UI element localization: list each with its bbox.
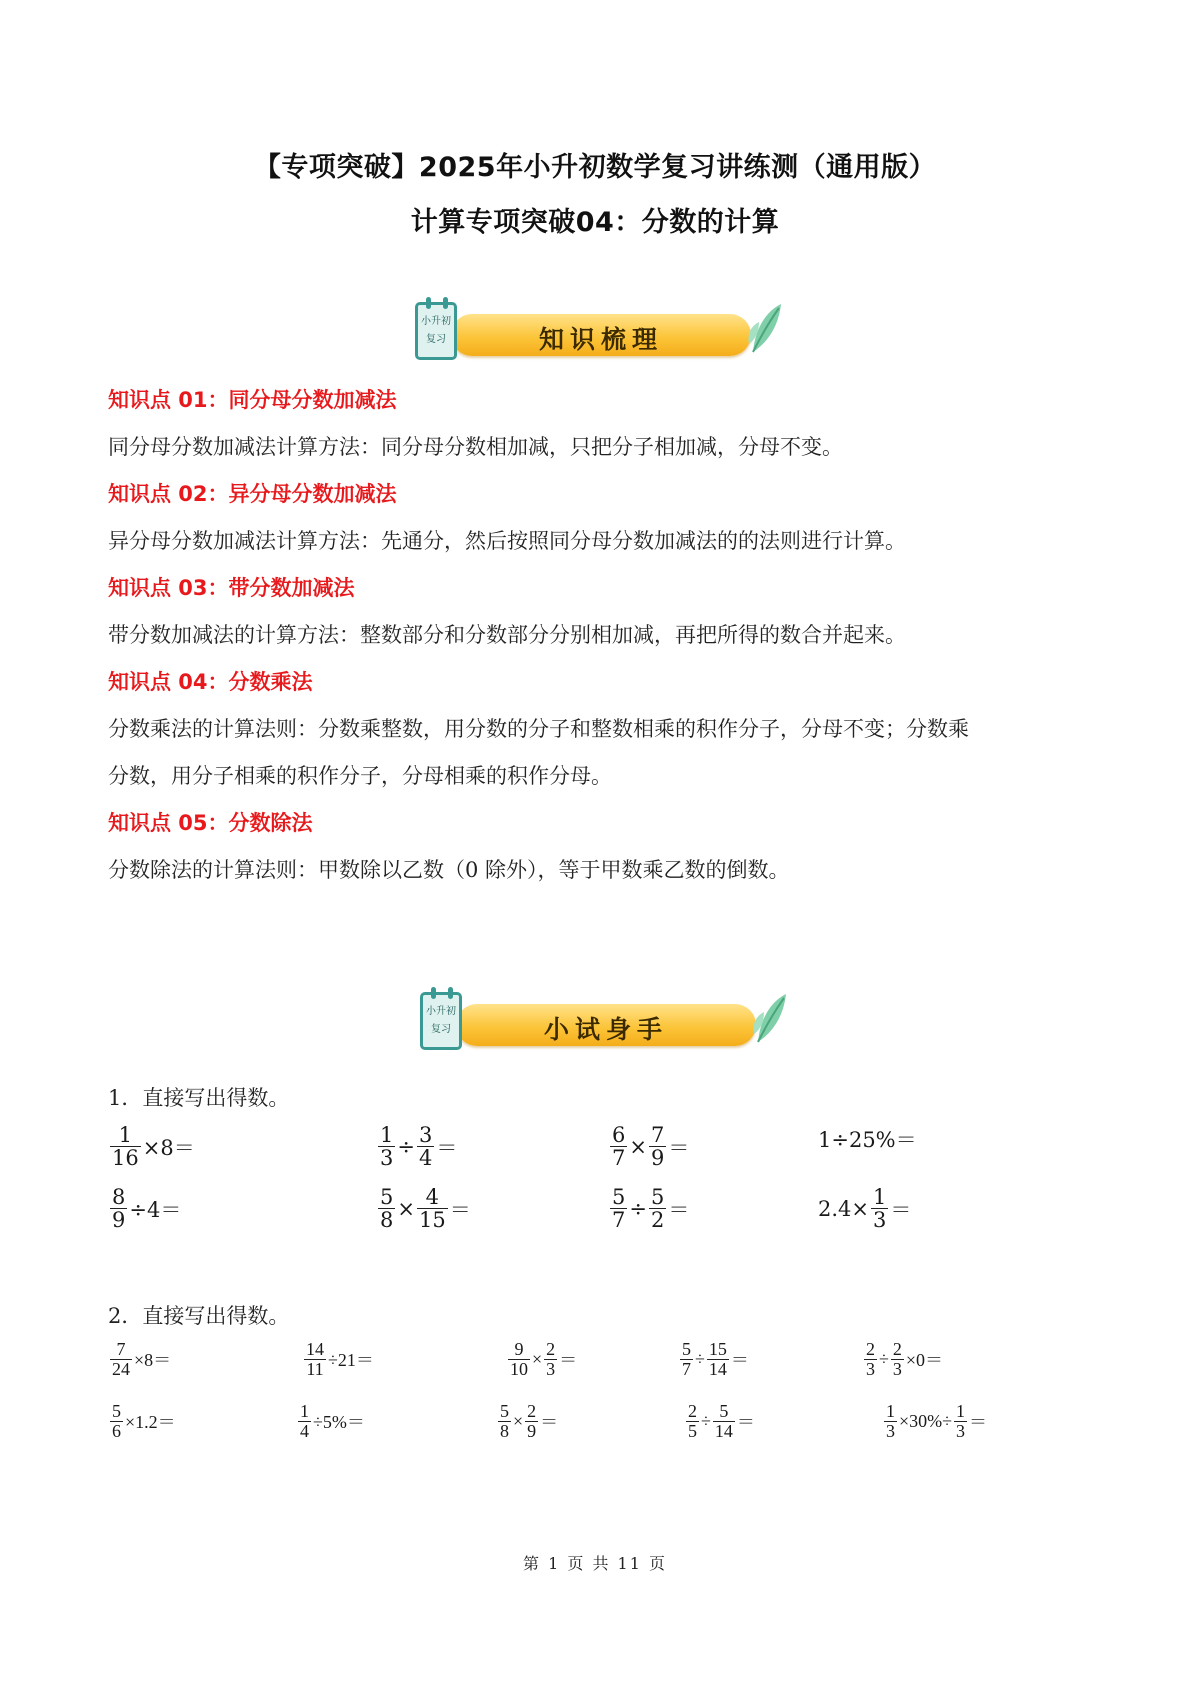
fraction-denominator: 3 (892, 1358, 902, 1379)
fraction-numerator: 5 (650, 1185, 665, 1209)
knowledge-point-heading: 知识点 04：分数乘法 (108, 670, 313, 694)
math-expression (296, 1402, 365, 1441)
expression-text: ＝ (730, 1350, 749, 1371)
fraction (378, 1124, 395, 1169)
knowledge-point-heading: 知识点 03：带分数加减法 (108, 576, 355, 600)
fraction-numerator: 15 (708, 1339, 727, 1359)
fraction (649, 1124, 666, 1169)
banner-title: 知识梳理 (538, 325, 663, 354)
knowledge-point-text: 同分母分数加减法计算方法：同分母分数相加减，只把分子相加减，分母不变。 (108, 435, 843, 459)
book-label-line1: 小升初 (426, 1006, 456, 1017)
fraction-numerator: 7 (116, 1339, 126, 1359)
fraction (525, 1402, 538, 1441)
fraction-numerator: 2 (546, 1339, 556, 1359)
expression-text: ＝ (436, 1135, 458, 1160)
expression-text: ＝ (969, 1412, 988, 1433)
math-expression (882, 1402, 987, 1441)
expression-text: × (397, 1196, 415, 1221)
fraction-denominator: 11 (306, 1358, 324, 1379)
leaf-icon (745, 300, 785, 356)
fraction (864, 1340, 877, 1379)
expression-text: 2.4× (818, 1196, 869, 1221)
question-label: 1．直接写出得数。 (108, 1086, 290, 1110)
math-expression (108, 1402, 176, 1441)
knowledge-point-heading: 知识点 01：同分母分数加减法 (108, 388, 397, 412)
expression-text: ＝ (668, 1135, 690, 1160)
fraction (304, 1340, 326, 1379)
expression-text: × (629, 1134, 647, 1159)
fraction-numerator: 1 (886, 1401, 895, 1421)
fraction-denominator: 15 (418, 1208, 446, 1233)
book-icon (415, 302, 457, 360)
book-label-line1: 小升初 (421, 316, 451, 327)
fraction-numerator: 4 (425, 1185, 440, 1209)
math-expression (496, 1402, 558, 1441)
expression-text: ×1.2＝ (125, 1412, 176, 1433)
fraction-denominator: 9 (650, 1146, 665, 1171)
fraction-denominator: 3 (380, 1146, 394, 1171)
fraction-numerator: 1 (118, 1123, 133, 1147)
document-subtitle: 计算专项突破04：分数的计算 (410, 207, 780, 238)
fraction-denominator: 8 (500, 1420, 509, 1441)
fraction-denominator: 9 (527, 1420, 537, 1441)
fraction-denominator: 14 (714, 1420, 733, 1441)
fraction-denominator: 4 (300, 1420, 309, 1441)
fraction-numerator: 5 (682, 1339, 691, 1359)
banner-title: 小试身手 (543, 1015, 668, 1044)
book-icon (420, 992, 462, 1050)
fraction-denominator: 24 (112, 1358, 130, 1379)
fraction (544, 1340, 557, 1379)
fraction-denominator: 3 (886, 1420, 895, 1441)
fraction (508, 1340, 530, 1379)
fraction-denominator: 3 (546, 1358, 556, 1379)
fraction (884, 1402, 897, 1441)
expression-text: ÷ (695, 1348, 705, 1369)
fraction-numerator: 7 (650, 1123, 665, 1147)
math-expression (818, 1186, 911, 1231)
expression-text: ÷21＝ (328, 1350, 374, 1371)
fraction-numerator: 5 (112, 1401, 121, 1421)
expression-text: ＝ (540, 1412, 559, 1433)
fraction-numerator: 2 (527, 1401, 537, 1421)
math-expression (108, 1340, 171, 1379)
page-footer: 第 1 页 共 11 页 (523, 1554, 667, 1573)
fraction-numerator: 8 (112, 1185, 126, 1209)
math-expression (608, 1186, 689, 1231)
fraction (417, 1124, 434, 1169)
banner-pill (456, 1004, 756, 1046)
fraction-numerator: 2 (688, 1401, 697, 1421)
expression-text: ＝ (449, 1197, 471, 1222)
math-expression (684, 1402, 755, 1441)
math-expression (678, 1340, 749, 1379)
math-expression (108, 1124, 195, 1169)
fraction-numerator: 5 (500, 1401, 509, 1421)
fraction-numerator: 5 (380, 1185, 394, 1209)
expression-text: × (513, 1410, 524, 1431)
expression-text: ×8＝ (142, 1135, 195, 1160)
fraction (686, 1402, 699, 1441)
fraction (417, 1186, 448, 1231)
fraction-denominator: 3 (873, 1208, 887, 1233)
expression-text: ×8＝ (134, 1350, 172, 1371)
math-expression (108, 1186, 181, 1231)
fraction (954, 1402, 967, 1441)
fraction-denominator: 4 (418, 1146, 433, 1171)
knowledge-point-text: 分数，用分子相乘的积作分子，分母相乘的积作分母。 (108, 764, 612, 788)
fraction (110, 1186, 127, 1231)
fraction-denominator: 8 (380, 1208, 394, 1233)
fraction (378, 1186, 395, 1231)
knowledge-point-text: 带分数加减法的计算方法：整数部分和分数部分分别相加减，再把所得的数合并起来。 (108, 623, 906, 647)
expression-text: ＝ (668, 1197, 690, 1222)
fraction-numerator: 9 (514, 1339, 524, 1359)
expression-text: 1÷25%＝ (818, 1128, 917, 1152)
fraction-numerator: 5 (612, 1185, 626, 1209)
math-expression (376, 1124, 457, 1169)
math-expression (818, 1124, 917, 1154)
expression-text: × (532, 1348, 543, 1369)
expression-text: ÷4＝ (129, 1197, 182, 1222)
fraction-denominator: 5 (688, 1420, 697, 1441)
fraction-denominator: 16 (112, 1146, 139, 1171)
fraction-numerator: 2 (892, 1339, 902, 1359)
math-expression (862, 1340, 943, 1379)
fraction-denominator: 7 (612, 1208, 626, 1233)
fraction-denominator: 2 (650, 1208, 665, 1233)
expression-text: ÷ (629, 1196, 647, 1221)
fraction-denominator: 9 (112, 1208, 126, 1233)
math-expression (506, 1340, 577, 1379)
fraction (498, 1402, 511, 1441)
fraction (891, 1340, 904, 1379)
expression-text: ×0＝ (905, 1350, 944, 1371)
math-expression (302, 1340, 374, 1379)
fraction-numerator: 6 (612, 1123, 626, 1147)
fraction-denominator: 6 (112, 1420, 121, 1441)
fraction-numerator: 14 (306, 1339, 324, 1359)
fraction (610, 1124, 627, 1169)
section-banner-practice (420, 990, 790, 1060)
fraction-numerator: 3 (418, 1123, 433, 1147)
expression-text: ×30%÷ (899, 1410, 953, 1431)
math-expression (376, 1186, 471, 1231)
fraction (298, 1402, 311, 1441)
banner-pill (451, 314, 751, 356)
expression-text: ÷ (701, 1410, 711, 1431)
fraction-denominator: 7 (682, 1358, 691, 1379)
fraction (680, 1340, 693, 1379)
fraction-numerator: 5 (719, 1401, 729, 1421)
section-banner-knowledge (415, 300, 785, 370)
question-label: 2．直接写出得数。 (108, 1304, 290, 1328)
fraction (110, 1340, 132, 1379)
book-label-line2: 复习 (431, 1024, 451, 1035)
fraction (110, 1402, 123, 1441)
knowledge-point-text: 异分母分数加减法计算方法：先通分，然后按照同分母分数加减法的的法则进行计算。 (108, 529, 906, 553)
expression-text: ÷5%＝ (313, 1412, 365, 1433)
expression-text: ＝ (559, 1350, 578, 1371)
fraction (871, 1186, 888, 1231)
fraction (610, 1186, 627, 1231)
fraction-numerator: 2 (866, 1339, 875, 1359)
fraction-denominator: 3 (866, 1358, 875, 1379)
leaf-icon (750, 990, 790, 1046)
expression-text: ÷ (397, 1134, 415, 1159)
fraction-denominator: 10 (510, 1358, 528, 1379)
expression-text: ÷ (879, 1348, 889, 1369)
fraction (707, 1340, 729, 1379)
book-label-line2: 复习 (426, 334, 446, 345)
expression-text: ＝ (736, 1412, 755, 1433)
knowledge-point-heading: 知识点 02：异分母分数加减法 (108, 482, 397, 506)
fraction-denominator: 14 (708, 1358, 727, 1379)
fraction-denominator: 7 (612, 1146, 626, 1171)
knowledge-point-text: 分数乘法的计算法则：分数乘整数，用分数的分子和整数相乘的积作分子，分母不变；分数乘 (108, 717, 969, 741)
math-expression (608, 1124, 689, 1169)
fraction (713, 1402, 735, 1441)
expression-text: ＝ (890, 1197, 912, 1222)
fraction-numerator: 1 (300, 1401, 309, 1421)
fraction-numerator: 1 (956, 1401, 966, 1421)
fraction-numerator: 1 (380, 1123, 394, 1147)
fraction (110, 1124, 141, 1169)
fraction-numerator: 1 (873, 1185, 887, 1209)
fraction (649, 1186, 666, 1231)
fraction-denominator: 3 (956, 1420, 966, 1441)
knowledge-point-heading: 知识点 05：分数除法 (108, 811, 313, 835)
knowledge-point-text: 分数除法的计算法则：甲数除以乙数（0 除外），等于甲数乘乙数的倒数。 (108, 858, 790, 882)
document-title: 【专项突破】2025年小升初数学复习讲练测（通用版） (253, 152, 937, 183)
